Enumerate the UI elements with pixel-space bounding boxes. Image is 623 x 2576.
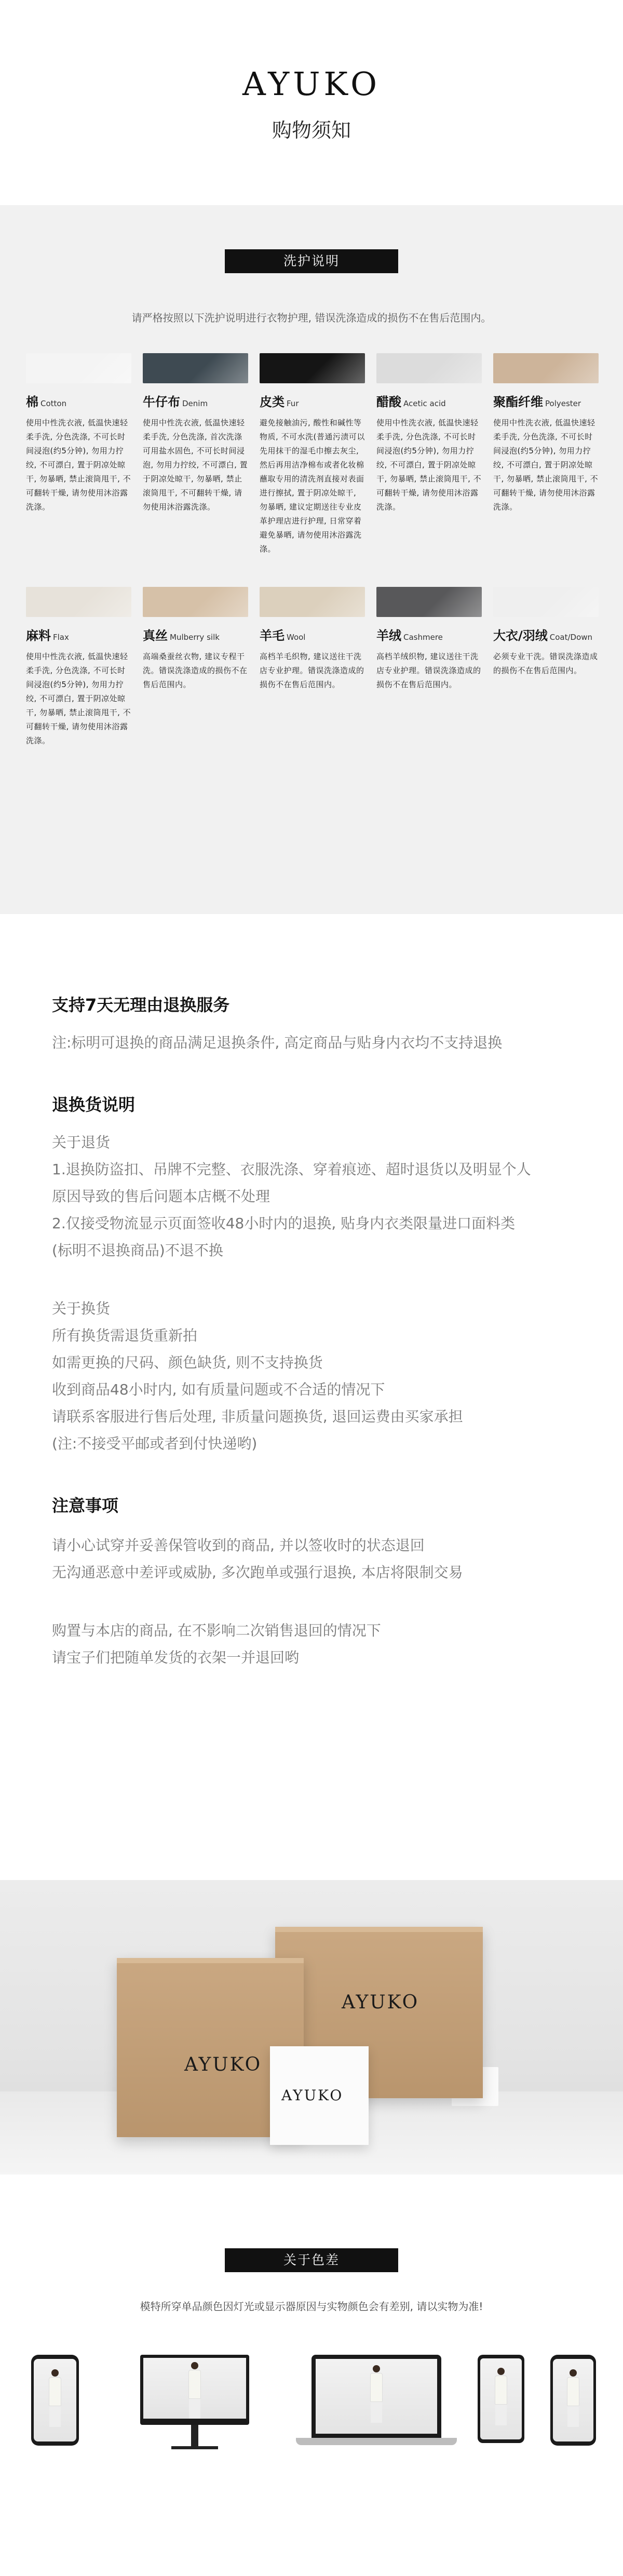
material-desc: 使用中性洗衣液, 低温快速轻柔手洗, 分色洗涤, 首次洗涤可用盐水固色, 不可长时间浸泡, 勿用力拧绞, 不可漂白, 置于阴凉处晾干, 勿暴晒, 禁止滚筒甩干, 不可翻转干燥, 请勿使用沐浴露洗涤。 bbox=[143, 418, 248, 512]
returns-note: 注:标明可退换的商品满足退换条件, 高定商品与贴身内衣均不支持退换 bbox=[52, 1034, 503, 1051]
material-card bbox=[143, 353, 248, 566]
material-card bbox=[26, 353, 131, 566]
material-name bbox=[26, 625, 131, 643]
model-figure bbox=[370, 2365, 383, 2423]
model-figure bbox=[188, 2362, 201, 2419]
return-line: 1.退换防盗扣、吊牌不完整、衣服洗涤、穿着痕迹、超时退货以及明显个人 bbox=[52, 1161, 531, 1178]
fabric-swatch bbox=[493, 587, 599, 617]
wash-section bbox=[0, 205, 623, 914]
material-card bbox=[143, 587, 248, 784]
material-en: Flax bbox=[53, 633, 69, 642]
return-line: 原因导致的售后问题本店概不处理 bbox=[52, 1188, 270, 1205]
material-cn: 聚酯纤维 bbox=[493, 395, 543, 409]
returns-heading: 支持7天无理由退换服务 bbox=[52, 995, 230, 1015]
device-screen bbox=[553, 2359, 593, 2441]
packaging-photo bbox=[0, 1880, 623, 2175]
monitor-device bbox=[140, 2355, 249, 2425]
color-note: 模特所穿单品颜色因灯光或显示器原因与实物颜色会有差别, 请以实物为准! bbox=[140, 2300, 483, 2313]
color-title: 关于色差 bbox=[225, 2248, 398, 2272]
page-title: 购物须知 bbox=[272, 119, 351, 142]
box-logo: AYUKO bbox=[184, 2054, 262, 2075]
material-name bbox=[143, 392, 248, 410]
material-cn: 牛仔布 bbox=[143, 395, 180, 409]
material-cn: 羊毛 bbox=[260, 628, 285, 643]
material-name bbox=[376, 625, 482, 643]
material-desc: 高档羊毛织物, 建议送往干洗店专业护理。错误洗涤造成的损伤不在售后范围内。 bbox=[260, 652, 364, 689]
material-en: Cashmere bbox=[403, 633, 443, 642]
material-desc: 使用中性洗衣液, 低温快速轻柔手洗, 分色洗涤, 不可长时间浸泡(约5分钟), 勿用力拧绞, 不可漂白, 置于阴凉处晾干, 勿暴晒, 禁止滚筒甩干, 不可翻转干燥, 请勿使用沐浴露洗涤。 bbox=[26, 418, 131, 512]
gift-card bbox=[270, 2046, 369, 2145]
material-card bbox=[376, 587, 482, 784]
tablet-device bbox=[478, 2355, 524, 2443]
exchange-line: (注:不接受平邮或者到付快递哟) bbox=[52, 1435, 258, 1452]
material-desc: 使用中性洗衣液, 低温快速轻柔手洗, 分色洗涤, 不可长时间浸泡(约5分钟), 勿用力拧绞, 不可漂白, 置于阴凉处晾干, 勿暴晒, 禁止滚筒甩干, 不可翻转干燥, 请勿使用沐浴露洗涤。 bbox=[26, 652, 131, 745]
material-desc: 高端桑蚕丝衣物, 建议专程干洗。错误洗涤造成的损伤不在售后范围内。 bbox=[143, 652, 248, 689]
fabric-swatch bbox=[493, 353, 599, 383]
box-lid bbox=[275, 1927, 483, 1932]
notice-line: 请小心试穿并妥善保管收到的商品, 并以签收时的状态退回 bbox=[52, 1537, 425, 1554]
fabric-swatch bbox=[376, 353, 482, 383]
material-en: Mulberry silk bbox=[170, 633, 220, 642]
material-card bbox=[376, 353, 482, 566]
device-screen bbox=[34, 2359, 76, 2441]
exchange-line: 如需更换的尺码、颜色缺货, 则不支持换货 bbox=[52, 1354, 323, 1371]
material-desc: 必须专业干洗。错误洗涤造成的损伤不在售后范围内。 bbox=[493, 652, 598, 675]
laptop-base bbox=[296, 2438, 457, 2445]
material-card bbox=[26, 587, 131, 784]
phone-device bbox=[550, 2355, 596, 2446]
fabric-swatch bbox=[260, 353, 365, 383]
material-name bbox=[143, 625, 248, 643]
material-card bbox=[493, 587, 599, 784]
material-name bbox=[260, 392, 365, 410]
model-figure bbox=[567, 2369, 579, 2427]
exchange-title: 关于换货 bbox=[52, 1300, 111, 1317]
return-title: 关于退货 bbox=[52, 1134, 111, 1151]
material-card bbox=[493, 353, 599, 566]
material-name bbox=[26, 392, 131, 410]
material-cn: 羊绒 bbox=[376, 628, 401, 643]
material-name bbox=[376, 392, 482, 410]
monitor-stand bbox=[191, 2425, 198, 2448]
fabric-swatch bbox=[26, 353, 131, 383]
material-desc: 避免接触油污, 酸性和碱性等物质, 不可水洗(普通污渍可以先用抹干的湿毛巾擦去灰尘, 然后再用洁净棉布或者化妆棉蘸取专用的清洗剂直接对表面进行擦拭, 置于阴凉处晾干, 勿暴晒, 建议定期送往专业皮革护理店进行护理, 日常穿着避免暴晒, 请勿使用沐浴露洗涤。 bbox=[260, 418, 365, 554]
page-header bbox=[0, 0, 623, 205]
material-en: Wool bbox=[287, 633, 306, 642]
material-en: Denim bbox=[182, 399, 208, 408]
material-cn: 皮类 bbox=[260, 395, 285, 409]
fabric-swatch bbox=[26, 587, 131, 617]
device-screen bbox=[480, 2358, 522, 2439]
material-name bbox=[260, 625, 365, 643]
material-desc: 使用中性洗衣液, 低温快速轻柔手洗, 分色洗涤, 不可长时间浸泡(约5分钟), 勿用力拧绞, 不可漂白, 置于阴凉处晾干, 勿暴晒, 禁止滚筒甩干, 不可翻转干燥, 请勿使用沐浴露洗涤。 bbox=[493, 418, 599, 512]
wash-note: 请严格按照以下洗护说明进行衣物护理, 错误洗涤造成的损伤不在售后范围内。 bbox=[131, 312, 492, 324]
material-cn: 麻料 bbox=[26, 628, 51, 643]
material-en: Acetic acid bbox=[403, 399, 446, 408]
device-row bbox=[0, 2339, 623, 2495]
material-cn: 醋酸 bbox=[376, 395, 401, 409]
material-en: Polyester bbox=[545, 399, 581, 408]
model-figure bbox=[495, 2368, 507, 2425]
fabric-swatch bbox=[143, 353, 248, 383]
notice-line: 购置与本店的商品, 在不影响二次销售退回的情况下 bbox=[52, 1622, 381, 1639]
material-en: Fur bbox=[287, 399, 299, 408]
material-name bbox=[493, 392, 599, 410]
return-line: 2.仅接受物流显示页面签收48小时内的退换, 贴身内衣类限量进口面料类 bbox=[52, 1215, 516, 1232]
color-section bbox=[0, 2175, 623, 2555]
material-grid-row-2 bbox=[26, 587, 597, 784]
laptop-device bbox=[312, 2355, 441, 2438]
material-name bbox=[493, 625, 599, 643]
fabric-swatch bbox=[376, 587, 482, 617]
fabric-swatch bbox=[260, 587, 365, 617]
returns-section bbox=[0, 914, 623, 1880]
notice-line: 无沟通恶意中差评或威胁, 多次跑单或强行退换, 本店将限制交易 bbox=[52, 1564, 463, 1581]
material-desc: 高档羊绒织物, 建议送往干洗店专业护理。错误洗涤造成的损伤不在售后范围内。 bbox=[376, 652, 481, 689]
exchange-line: 所有换货需退货重新拍 bbox=[52, 1327, 198, 1344]
monitor-base bbox=[171, 2446, 218, 2449]
material-cn: 棉 bbox=[26, 395, 38, 409]
brand-logo: AYUKO bbox=[242, 65, 381, 103]
notice-line: 请宝子们把随单发货的衣架一并退回哟 bbox=[52, 1649, 300, 1666]
material-cn: 大衣/羽绒 bbox=[493, 628, 548, 643]
material-card bbox=[260, 353, 365, 566]
box-logo: AYUKO bbox=[342, 1992, 419, 2013]
material-desc: 使用中性洗衣液, 低温快速轻柔手洗, 分色洗涤, 不可长时间浸泡(约5分钟), 勿用力拧绞, 不可漂白, 置于阴凉处晾干, 勿暴晒, 禁止滚筒甩干, 不可翻转干燥, 请勿使用沐浴露洗涤。 bbox=[376, 418, 482, 512]
fabric-swatch bbox=[143, 587, 248, 617]
notice-heading: 注意事项 bbox=[52, 1496, 119, 1515]
device-screen bbox=[316, 2359, 437, 2434]
exchange-line: 请联系客服进行售后处理, 非质量问题换货, 退回运费由买家承担 bbox=[52, 1408, 463, 1425]
card-logo: AYUKO bbox=[281, 2087, 344, 2104]
material-card bbox=[260, 587, 365, 784]
exchange-policy-heading: 退换货说明 bbox=[52, 1095, 136, 1115]
model-figure bbox=[49, 2369, 61, 2427]
exchange-line: 收到商品48小时内, 如有质量问题或不合适的情况下 bbox=[52, 1381, 385, 1398]
material-en: Cotton bbox=[40, 399, 67, 408]
return-line: (标明不退换商品)不退不换 bbox=[52, 1242, 223, 1259]
material-cn: 真丝 bbox=[143, 628, 168, 643]
material-en: Coat/Down bbox=[549, 633, 593, 642]
phone-device bbox=[31, 2355, 79, 2446]
material-grid-row-1 bbox=[26, 353, 597, 566]
device-screen bbox=[143, 2358, 246, 2419]
box-lid bbox=[117, 1958, 304, 1963]
wash-title: 洗护说明 bbox=[225, 249, 398, 273]
